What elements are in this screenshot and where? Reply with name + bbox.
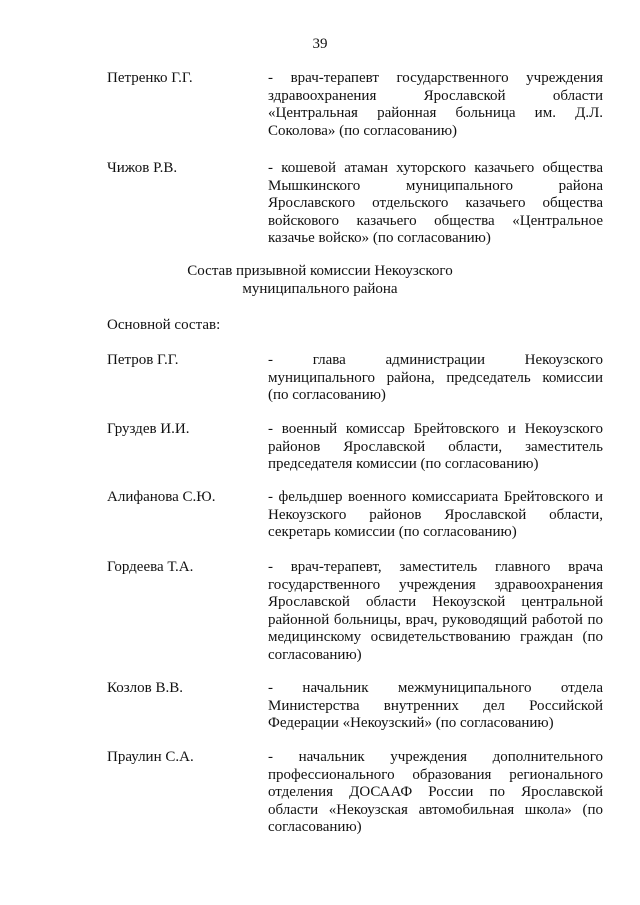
member-description: - военный комиссар Брейтовского и Некоузского районов Ярославской области, заместитель председателя комиссии (по согласованию) [268,421,603,472]
member-description: - кошевой атаман хуторского казачьего общества Мышкинского муниципального района Ярославского отдельского казачьего общества войскового казачьего общества «Центральное казачье войско» (по согласованию) [268,160,603,246]
member-name: Алифанова С.Ю. [107,489,216,505]
section-title-line: Состав призывной комиссии Некоузского [187,263,453,279]
member-description: - фельдшер военного комиссариата Брейтовского и Некоузского районов Ярославской области, секретарь комиссии (по согласованию) [268,489,603,540]
member-name: Петров Г.Г. [107,352,179,368]
member-description: - врач-терапевт, заместитель главного врача государственного учреждения здравоохранения Ярославской области Некоузской центральной районной больницы, врач, руководящий работой по медицинскому освидетельствованию граждан (по согласованию) [268,559,603,663]
member-description: - начальник межмуниципального отдела Министерства внутренних дел Российской Федерации «Некоузский» (по согласованию) [268,680,603,731]
member-description: - глава администрации Некоузского муниципального района, председатель комиссии (по согласованию) [268,352,603,403]
member-name: Чижов Р.В. [107,160,178,176]
section-title-line: муниципального района [242,280,398,297]
section-title [0,263,640,298]
member-description: - врач-терапевт государственного учреждения здравоохранения Ярославской области «Центральная районная больница им. Д.Л. Соколова» (по согласованию) [268,70,603,139]
member-name: Груздев И.И. [107,421,190,437]
main-composition-label: Основной состав: [107,317,221,333]
member-name: Гордеева Т.А. [107,559,194,575]
page-number: 39 [312,36,328,52]
member-name: Петренко Г.Г. [107,70,193,86]
member-name: Праулин С.А. [107,749,194,765]
member-description: - начальник учреждения дополнительного профессионального образования регионального отделения ДОСААФ России по Ярославской области «Некоузская автомобильная школа» (по согласованию) [268,749,603,835]
member-name: Козлов В.В. [107,680,184,696]
